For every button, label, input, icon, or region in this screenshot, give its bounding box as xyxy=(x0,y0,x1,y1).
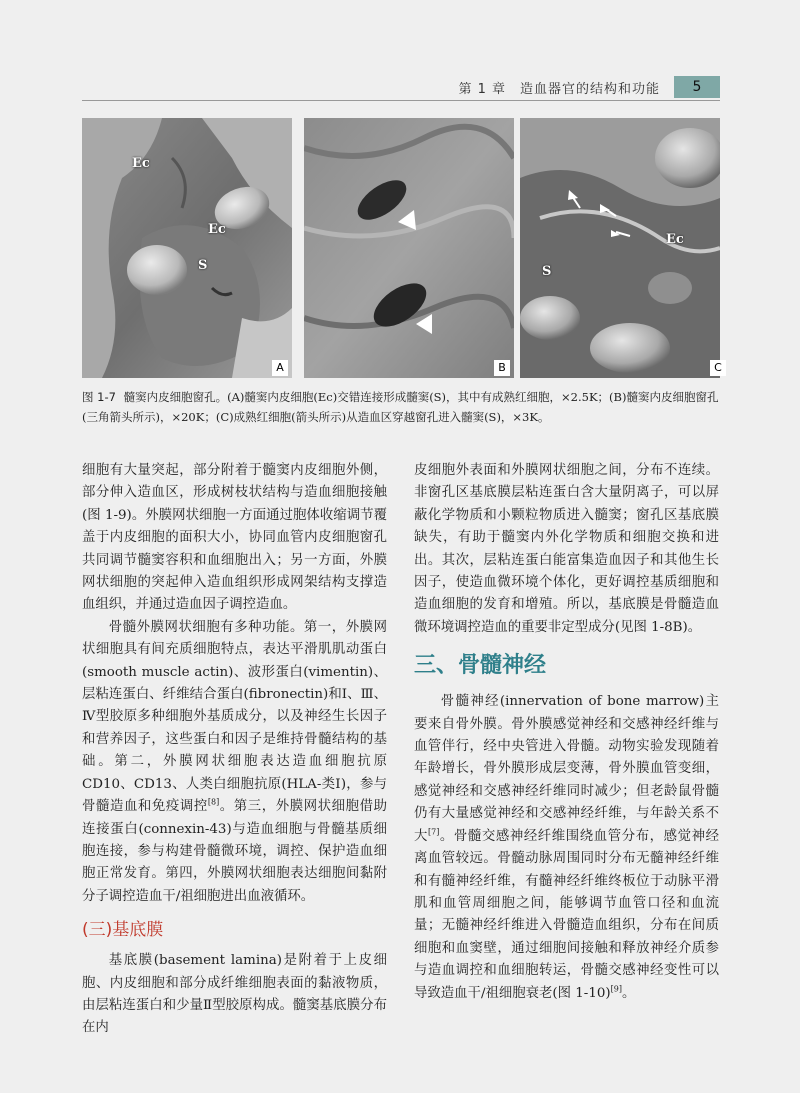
header-divider xyxy=(82,100,720,101)
paragraph: 骨髓神经(innervation of bone marrow)主要来自骨外膜。骨外膜感觉神经和交感神经纤维与血管伴行，经中央管进入骨髓。动物实验发现随着年龄增长，骨外膜形成层变薄，骨外膜血管变细，感觉神经和交感神经纤维同时减少；但老龄鼠骨髓仍有大量感觉神经和交感神经纤维，与年龄关系不大[7]。骨髓交感神经纤维围绕血管分布，感觉神经离血管较远。骨髓动脉周围同时分布无髓神经纤维和有髓神经纤维，有髓神经纤维终板位于动脉平滑肌和血管周细胞之间，能够调节血管口径和血流量；无髓神经纤维进入骨髓造血组织，分布在间质细胞和血窦壁，通过细胞间接触和释放神经介质参与造血调控和血细胞转运，骨髓交感神经变性可以导致造血干/祖细胞衰老(图 1-10)[9]。 xyxy=(414,694,719,1001)
panel-letter-c: C xyxy=(710,360,726,376)
label-ec: Ec xyxy=(666,232,684,247)
chapter-title: 第 1 章 造血器官的结构和功能 xyxy=(458,82,660,97)
micrograph-a-image xyxy=(82,118,292,378)
citation: [8] xyxy=(207,797,220,807)
paragraph: 骨髓外膜网状细胞有多种功能。第一，外膜网状细胞具有间充质细胞特点，表达平滑肌肌动蛋白(smooth muscle actin)、波形蛋白(vimentin)、层粘连蛋白、纤维结合蛋白(fibronectin)和Ⅰ、Ⅲ、Ⅳ型胶原多种细胞外基质成分，以及神经生长因子和营养因子，这些蛋白和因子是维持骨髓结构的基础。第二，外膜网状细胞表达造血细胞抗原 CD10、CD13、人类白细胞抗原(HLA-类Ⅰ)，参与骨髓造血和免疫调控[8]。第三，外膜网状细胞借助连接蛋白(connexin-43)与造血细胞与骨髓基质细胞连接，参与构建骨髓微环境，调控、保护造血细胞正常发育。第四，外膜网状细胞表达细胞间黏附分子调控造血干/祖细胞进出血液循环。 xyxy=(82,619,388,904)
paragraph: 细胞有大量突起，部分附着于髓窦内皮细胞外侧，部分伸入造血区，形成树枝状结构与造血细胞接触(图 1-9)。外膜网状细胞一方面通过胞体收缩调节覆盖于内皮细胞的面积大小，协同血管内皮细胞窗孔共同调节髓窦容积和血细胞出入；另一方面，外膜网状细胞的突起伸入造血组织形成网架结构支撑造血组织，并通过造血因子调控造血。 xyxy=(82,463,387,613)
figure-caption xyxy=(82,387,720,427)
label-ec-2: Ec xyxy=(208,222,226,237)
label-s: S xyxy=(198,258,208,273)
paragraph: 基底膜(basement lamina)是附着于上皮细胞、内皮细胞和部分成纤维细胞表面的黏液物质，由层粘连蛋白和少量Ⅱ型胶原构成。髓窦基底膜分布在内 xyxy=(82,953,387,1036)
paragraph: 皮细胞外表面和外膜网状细胞之间，分布不连续。非窗孔区基底膜层粘连蛋白含大量阴离子，可以屏蔽化学物质和小颗粒物质进入髓窦；窗孔区基底膜缺失，有助于髓窦内外化学物质和细胞交换和进出。其次，层粘连蛋白能富集造血因子和其他生长因子，使造血微环境个体化，更好调控基质细胞和造血细胞的发育和增殖。所以，基底膜是骨髓造血微环境调控造血的重要非定型成分(见图 1-8B)。 xyxy=(414,463,719,635)
caption-text: 髓窦内皮细胞窗孔。(A)髓窦内皮细胞(Ec)交错连接形成髓窦(S)，其中有成熟红细胞，×2.5K；(B)髓窦内皮细胞窗孔(三角箭头所示)，×20K；(C)成熟红细胞(箭头所示)从造血区穿越窗孔进入髓窦(S)，×3K。 xyxy=(82,390,719,424)
micrograph-panel-a xyxy=(82,118,292,378)
citation: [7] xyxy=(427,827,440,837)
section-heading: 三、骨髓神经 xyxy=(414,653,547,679)
figure-1-7 xyxy=(82,118,720,378)
panel-letter-a: A xyxy=(272,360,288,376)
micrograph-c-image xyxy=(520,118,720,378)
micrograph-panel-b xyxy=(304,118,514,378)
page-number: 5 xyxy=(674,76,720,98)
label-ec-1: Ec xyxy=(132,156,150,171)
panel-letter-b: B xyxy=(494,360,510,376)
caption-figure-id: 图 1-7 xyxy=(82,390,116,404)
micrograph-b-image xyxy=(304,118,514,378)
left-column xyxy=(82,460,387,1040)
label-s: S xyxy=(542,264,552,279)
running-header xyxy=(82,76,720,98)
citation: [9] xyxy=(610,984,622,994)
right-column xyxy=(414,460,719,1005)
section-subheading: (三)基底膜 xyxy=(82,920,164,941)
micrograph-panel-c xyxy=(520,118,730,378)
